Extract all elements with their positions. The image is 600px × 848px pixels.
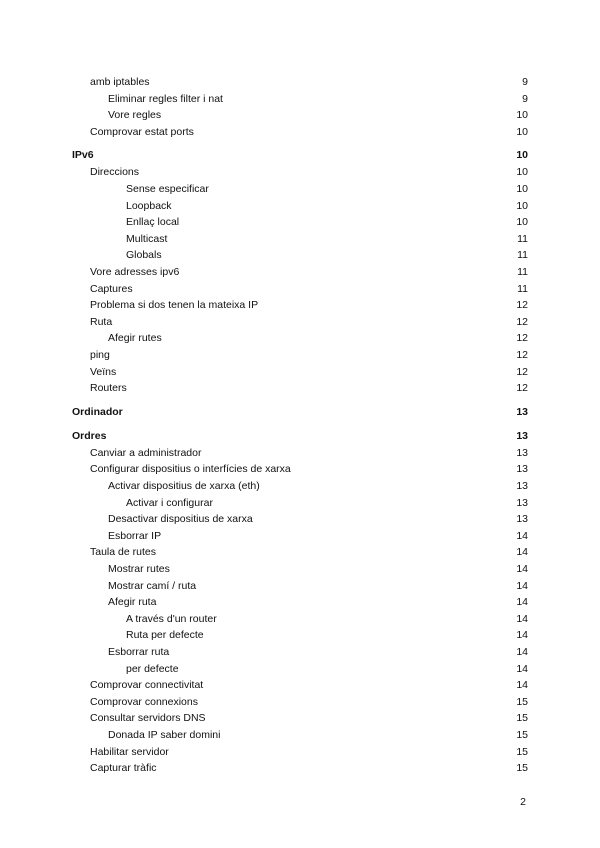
toc-entry-title: IPv6 [72,149,94,162]
toc-entry-title: Routers [90,382,127,395]
page-number: 2 [520,796,526,808]
toc-entry-page: 13 [516,496,528,509]
toc-entry-title: Eliminar regles filter i nat [108,92,223,105]
toc-entry-page: 14 [516,579,528,592]
toc-entry-title: ping [90,349,110,361]
toc-entry-title: Mostrar rutes [108,563,170,575]
toc-entry-title: Desactivar dispositius de xarxa [108,513,253,526]
toc-entry-page: 13 [516,463,528,476]
toc-entry-page: 12 [516,315,528,328]
toc-entry-page: 10 [516,109,528,122]
toc-entry-title: Captures [90,282,133,295]
toc-entry-page: 9 [522,76,528,88]
toc-entry[interactable] [90,165,528,179]
toc-entry-title: Ruta [90,315,113,328]
toc-entry[interactable] [72,405,528,419]
toc-entry-title: Multicast [126,232,168,245]
toc-entry-title: Taula de rutes [90,546,156,559]
toc-entry[interactable] [90,678,528,692]
toc-entry-page: 13 [516,480,528,492]
toc-entry[interactable] [126,215,528,229]
toc-entry-title: Consultar servidors DNS [90,712,206,725]
toc-entry[interactable] [90,745,528,759]
toc-entry-page: 12 [516,349,528,361]
toc-entry[interactable] [108,92,528,106]
toc-entry[interactable] [90,348,528,362]
toc-entry[interactable] [126,628,528,642]
toc-entry[interactable] [108,595,528,609]
toc-entry-title: Activar i configurar [126,496,213,509]
toc-entry[interactable] [108,579,528,593]
toc-entry[interactable] [90,125,528,139]
toc-entry[interactable] [90,711,528,725]
toc-entry-page: 11 [517,282,528,295]
toc-entry[interactable] [126,232,528,246]
toc-entry-title: Direccions [90,166,140,179]
toc-entry-page: 13 [516,446,528,459]
toc-entry[interactable] [90,282,528,296]
toc-entry-page: 11 [517,266,528,278]
toc-entry-title: per defecte [126,662,179,675]
toc-entry-page: 12 [516,365,528,378]
toc-entry-title: Esborrar ruta [108,646,170,658]
toc-entry-page: 14 [516,646,528,658]
toc-entry[interactable] [108,562,528,576]
toc-entry[interactable] [90,365,528,379]
toc-entry-title: Donada IP saber domini [108,729,221,741]
toc-entry-page: 10 [516,216,528,229]
toc-entry-title: Loopback [126,199,172,212]
toc-entry-title: amb iptables [90,76,150,88]
toc-entry-title: Enllaç local [126,216,180,229]
toc-entry-page: 14 [516,563,528,575]
toc-entry-page: 14 [516,629,528,642]
toc-entry-title: Configurar dispositius o interfícies de xarxa [90,463,291,476]
toc-entry[interactable] [90,298,528,312]
toc-entry-page: 12 [516,299,528,312]
toc-entry-title: Esborrar IP [108,529,162,542]
toc-entry-page: 10 [516,199,528,212]
toc-entry[interactable] [108,645,528,659]
toc-entry-title: Vore regles [108,109,162,122]
toc-entry-page: 11 [517,232,528,245]
toc-entry-page: 14 [516,662,528,675]
toc-entry[interactable] [108,728,528,742]
toc-entry[interactable] [90,75,528,89]
toc-entry-page: 15 [516,762,528,775]
toc-entry[interactable] [72,429,528,443]
toc-entry[interactable] [108,331,528,345]
toc-entry-title: Comprovar connectivitat [90,679,204,692]
toc-entry-title: Mostrar camí / ruta [108,579,197,592]
toc-entry-page: 11 [517,249,528,262]
toc-entry[interactable] [126,612,528,626]
toc-entry-page: 15 [516,712,528,725]
toc-entry[interactable] [126,662,528,676]
toc-entry-title: Habilitar servidor [90,745,169,758]
toc-entry[interactable] [90,315,528,329]
toc-entry-page: 12 [516,332,528,345]
toc-entry-page: 14 [516,546,528,559]
toc-entry[interactable] [90,265,528,279]
toc-entry-page: 10 [516,125,528,138]
toc-entry-page: 14 [516,529,528,542]
toc-entry-page: 15 [516,729,528,741]
toc-entry-page: 15 [516,695,528,708]
toc-entry[interactable] [108,108,528,122]
toc-entry-title: Ordinador [72,405,123,418]
toc-entry-title: A través d'un router [126,612,217,625]
toc-entry-title: Afegir ruta [108,596,157,609]
toc-entry[interactable] [90,446,528,460]
toc-entry-title: Sense especificar [126,183,209,195]
toc-entry[interactable] [90,381,528,395]
toc-entry[interactable] [126,199,528,213]
toc-entry-page: 12 [516,382,528,395]
toc-entry-title: Afegir rutes [108,332,162,345]
toc-entry-title: Problema si dos tenen la mateixa IP [90,299,259,312]
toc-entry-title: Canviar a administrador [90,446,202,459]
toc-entry[interactable] [108,512,528,526]
toc-entry[interactable] [90,462,528,476]
toc-entry-page: 10 [516,183,528,195]
toc-entry-title: Veïns [90,365,117,378]
toc-entry-page: 13 [516,429,528,442]
toc-entry-page: 9 [522,92,528,105]
toc-entry-page: 15 [516,745,528,758]
toc-entry-page: 14 [516,596,528,609]
toc-entry[interactable] [108,479,528,493]
toc-entry-page: 13 [516,513,528,526]
toc-entry-title: Ruta per defecte [126,629,204,642]
toc-entry-title: Globals [126,249,162,262]
toc-entry-title: Capturar tràfic [90,762,157,775]
toc-entry-page: 14 [516,679,528,692]
toc-entry[interactable] [126,248,528,262]
toc-entry-title: Activar dispositius de xarxa (eth) [108,480,260,492]
toc-entry[interactable] [126,496,528,510]
toc-entry[interactable] [90,545,528,559]
toc-entry[interactable] [126,182,528,196]
toc-entry[interactable] [90,761,528,775]
toc-entry-title: Comprovar estat ports [90,125,194,138]
toc-entry-page: 14 [516,612,528,625]
toc-entry[interactable] [72,148,528,162]
toc-entry-page: 10 [516,166,528,179]
toc-entry[interactable] [90,695,528,709]
toc-entry-page: 13 [516,405,528,418]
toc-entry-page: 10 [516,149,528,162]
toc-entry-title: Ordres [72,429,107,442]
toc-entry[interactable] [108,529,528,543]
toc-entry-title: Vore adresses ipv6 [90,266,180,278]
toc-entry-title: Comprovar connexions [90,695,198,708]
